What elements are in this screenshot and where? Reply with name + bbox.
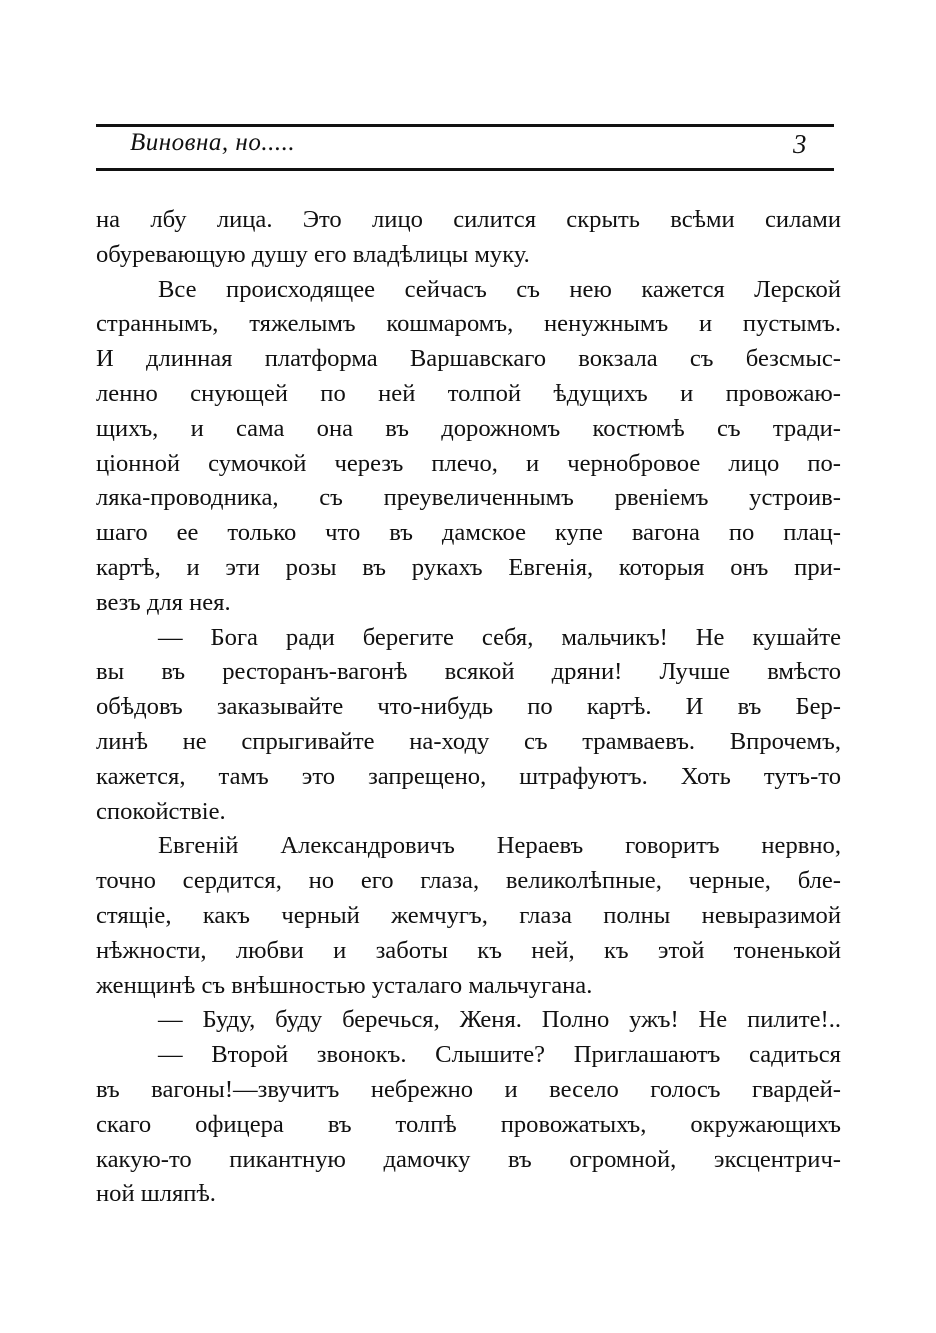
text-line: — Буду, буду беречься, Женя. Полно ужъ! Не пилите!.. (158, 1006, 841, 1034)
text-line: вы въ ресторанъ-вагонѣ всякой дряни! Лучше вмѣсто (96, 658, 841, 686)
text-line: везъ для нея. (96, 588, 231, 616)
text-line: линѣ не спрыгивайте на-ходу съ трамваевъ. Впрочемъ, (96, 727, 841, 755)
text-line: на лбу лица. Это лицо силится скрыть всѣми силами (96, 206, 841, 233)
page-number: 3 (793, 129, 807, 159)
text-line: Евгеній Александровичъ Нераевъ говоритъ нервно, (158, 832, 841, 860)
text-line: какую-то пикантную дамочку въ огромной, эксцентрич- (96, 1145, 841, 1173)
text-line: ной шляпѣ. (96, 1180, 216, 1208)
text-line: въ вагоны!—звучитъ небрежно и весело голосъ гвардей- (96, 1075, 841, 1103)
header-bottom-rule (96, 168, 834, 171)
text-line: спокойствіе. (96, 797, 226, 825)
text-line: щихъ, и сама она въ дорожномъ костюмѣ съ тради- (96, 414, 841, 442)
body-text (96, 203, 841, 1212)
text-line: шаго ее только что въ дамское купе вагона по плац- (96, 519, 841, 547)
text-line: картѣ, и эти розы въ рукахъ Евгенія, которыя онъ при- (96, 553, 841, 581)
text-line: женщинѣ съ внѣшностью усталаго мальчугана. (96, 971, 593, 999)
text-line: точно сердится, но его глаза, великолѣпные, черные, бле- (96, 867, 841, 895)
text-line: стящіе, какъ черный жемчугъ, глаза полны невыразимой (96, 901, 841, 929)
text-line: Все происходящее сейчасъ съ нею кажется Лерской (158, 275, 841, 303)
text-line: нѣжности, любви и заботы къ ней, къ этой тоненькой (96, 936, 841, 964)
text-line: — Бога ради берегите себя, мальчикъ! Не кушайте (158, 623, 841, 651)
text-line: И длинная платформа Варшавскаго вокзала съ безсмыс- (96, 345, 841, 373)
text-line: обуревающую душу его владѣлицы муку. (96, 240, 530, 268)
text-line: обѣдовъ заказывайте что-нибудь по картѣ. И въ Бер- (96, 693, 841, 721)
text-line: страннымъ, тяжелымъ кошмаромъ, ненужнымъ и пустымъ. (96, 310, 841, 338)
text-line: кажется, тамъ это запрещено, штрафуютъ. Хоть тутъ-то (96, 762, 841, 790)
running-title: Виновна, но..... (130, 129, 296, 156)
text-line: ціонной сумочкой черезъ плечо, и чернобровое лицо по- (96, 449, 841, 477)
text-line: — Второй звонокъ. Слышите? Приглашаютъ садиться (158, 1041, 841, 1069)
text-line: ленно снующей по ней толпой ѣдущихъ и провожаю- (96, 379, 841, 407)
text-line: скаго офицера въ толпѣ провожатыхъ, окружающихъ (96, 1110, 841, 1138)
header-top-rule (96, 124, 834, 127)
text-line: ляка-проводника, съ преувеличеннымъ рвеніемъ устроив- (96, 484, 841, 512)
